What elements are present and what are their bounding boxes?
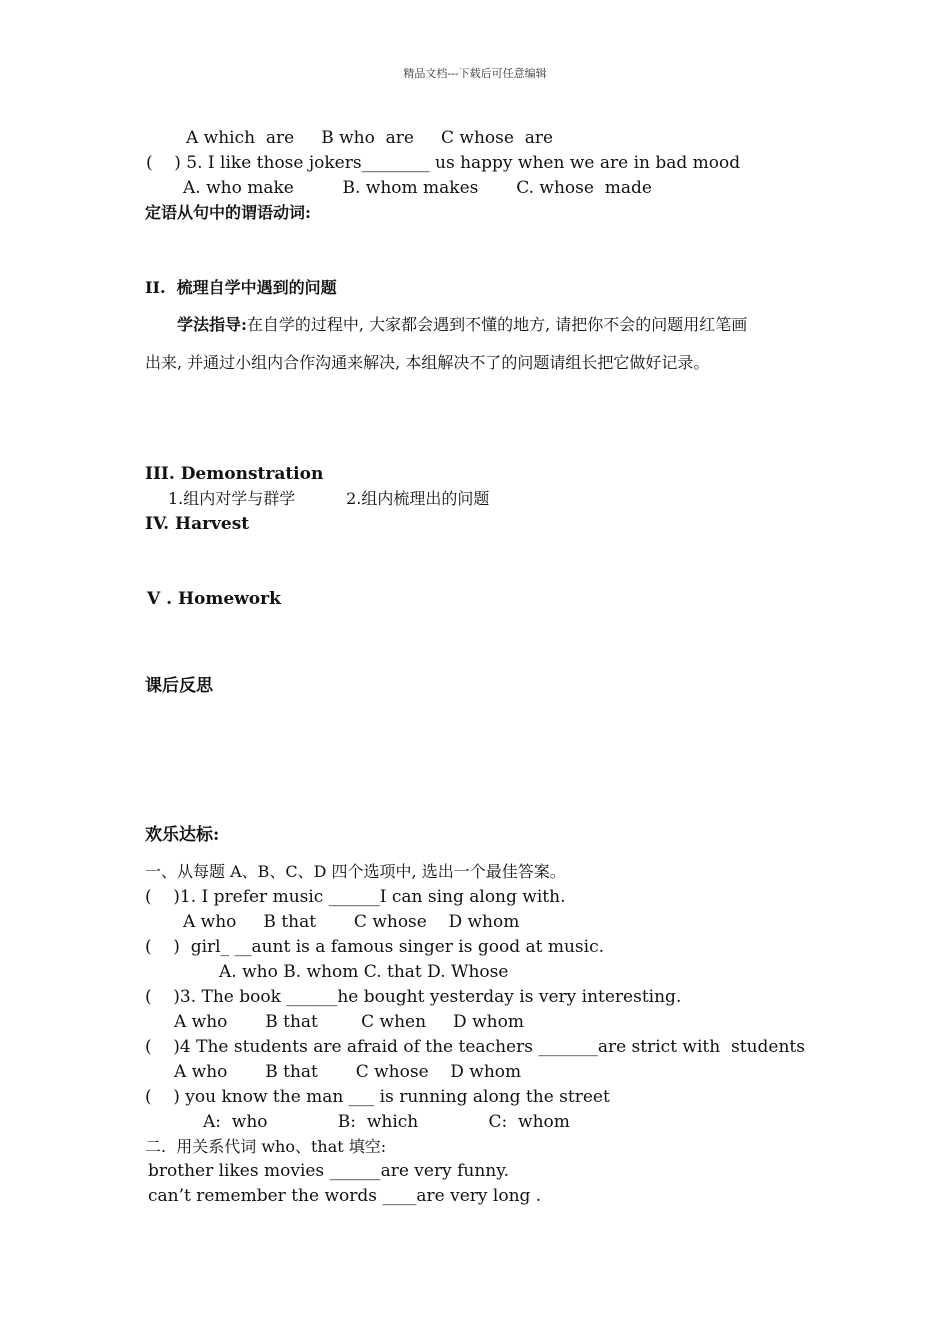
part1-instruction: 一、从每题 A、B、C、D 四个选项中, 选出一个最佳答案。 [145, 862, 566, 881]
section-heading-ii: II. 梳理自学中遇到的问题 [145, 278, 337, 297]
section-heading-iv: IV. Harvest [145, 514, 250, 534]
practice-q5: ( ) you know the man ___ is running along the street [145, 1087, 610, 1107]
practice-q4-options: A who B that C whose D whom [174, 1062, 522, 1082]
fill-blank-1: brother likes movies ______are very funny. [148, 1161, 509, 1181]
practice-q3: ( )3. The book ______he bought yesterday is very interesting. [145, 987, 682, 1007]
fill-blank-2: can’t remember the words ____are very long . [148, 1186, 542, 1206]
q5-options: A. who make B. whom makes C. whose made [183, 178, 652, 198]
practice-q1: ( )1. I prefer music ______I can sing along with. [145, 887, 566, 907]
practice-heading: 欢乐达标: [145, 825, 220, 845]
practice-q2-options: A. who B. whom C. that D. Whose [219, 962, 509, 982]
q4-options: A which are B who are C whose are [186, 128, 554, 148]
practice-q4: ( )4 The students are afraid of the teachers _______are strict with students [145, 1037, 805, 1057]
reflection-heading: 课后反思 [145, 676, 213, 696]
section-note-verbs: 定语从句中的谓语动词: [145, 203, 311, 222]
demonstration-items: 1.组内对学与群学 2.组内梳理出的问题 [168, 489, 490, 508]
section-heading-iii: III. Demonstration [145, 464, 324, 484]
practice-q3-options: A who B that C when D whom [174, 1012, 524, 1032]
section-heading-v: V . Homework [147, 589, 281, 609]
question-5: ( ) 5. I like those jokers________ us happy when we are in bad mood [146, 153, 741, 173]
practice-q5-options: A: who B: which C: whom [203, 1112, 570, 1132]
practice-q2: ( ) girl_ __aunt is a famous singer is good at music. [145, 937, 605, 957]
study-guide-line-2: 出来, 并通过小组内合作沟通来解决, 本组解决不了的问题请组长把它做好记录。 [145, 353, 710, 372]
study-guide-text: 在自学的过程中, 大家都会遇到不懂的地方, 请把你不会的问题用红笔画 [246, 315, 748, 334]
study-guide-label: 学法指导: [177, 315, 247, 334]
page-header: 精品文档---下载后可任意编辑 [403, 67, 547, 80]
part2-instruction: 二. 用关系代词 who、that 填空: [145, 1137, 387, 1156]
study-guide-line-1 [177, 314, 747, 336]
practice-q1-options: A who B that C whose D whom [183, 912, 520, 932]
